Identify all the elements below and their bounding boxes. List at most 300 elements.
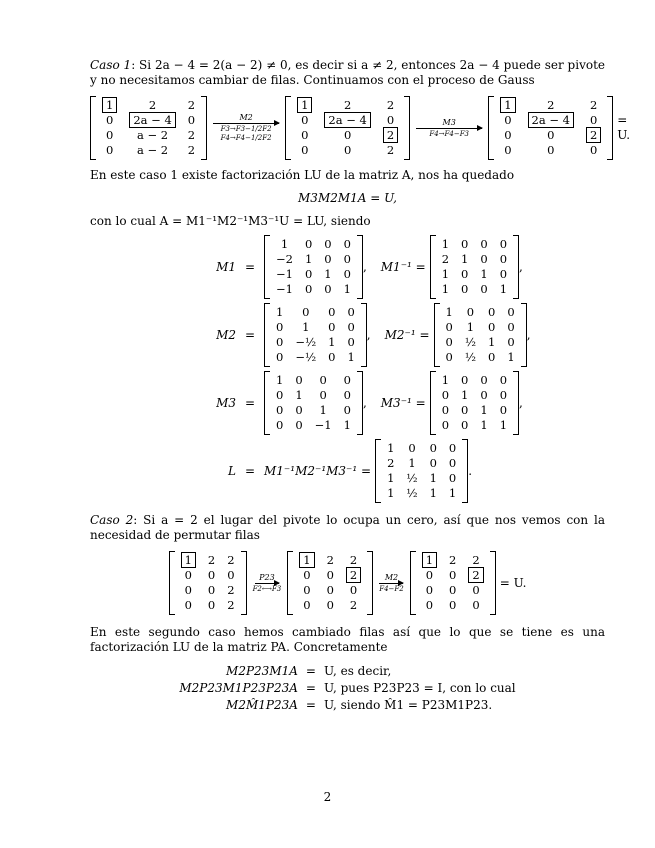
matrix-cell: 0 (324, 282, 332, 296)
l-expr: M1⁻¹M2⁻¹M3⁻¹ = (264, 463, 372, 478)
equation-rhs: U, pues P23P23 = I, con lo cual (323, 681, 516, 695)
equation-row (175, 697, 519, 714)
equation-lhs: M2M̂1P23A (226, 698, 298, 712)
matrix-cell: 0 (276, 418, 284, 432)
matrix-row (175, 598, 241, 613)
matrix-cell: 0 (480, 237, 488, 251)
matrix-cell: 1 (441, 237, 450, 251)
matrix-cell: 0 (302, 305, 310, 319)
matrix-cell: 0 (499, 403, 508, 417)
matrix-cell: 0 (343, 388, 351, 402)
pivot-box: 1 (500, 97, 515, 113)
matrix-row (270, 335, 361, 350)
matrix-cell: 0 (449, 583, 457, 597)
matrix-cell: 0 (343, 252, 351, 266)
matrix-cell: 0 (347, 320, 355, 334)
matrix-row (416, 598, 490, 613)
matrix-row (494, 98, 607, 113)
m1-label: M1 (216, 259, 236, 274)
matrix-row (381, 486, 462, 501)
matrix-row (381, 471, 462, 486)
matrix-row (270, 373, 357, 388)
matrix-cell: 0 (301, 113, 309, 127)
matrix-cell: 2 (148, 98, 157, 112)
matrix-row (440, 350, 521, 365)
gauss-step-row (90, 96, 631, 160)
pivot-box: 1 (181, 552, 196, 568)
matrix-row (494, 113, 607, 128)
matrix-cell (293, 553, 320, 568)
matrix-cell: 1 (480, 267, 488, 281)
matrix-cell: 0 (319, 373, 327, 387)
matrix-cell: 0 (276, 403, 284, 417)
m1inv-comma: , (519, 259, 523, 274)
matrix-cell: 0 (347, 335, 355, 349)
equals-u2: = U. (499, 575, 527, 590)
arrow-m2b (379, 573, 404, 594)
matrix-cell: −1 (314, 418, 332, 432)
matrix-cell: 0 (445, 350, 453, 364)
matrix-cell: 0 (547, 128, 555, 142)
matrix-cell: 0 (343, 403, 351, 417)
matrix-row (436, 418, 513, 433)
matrix-cell: 1 (441, 282, 450, 296)
matrix-cell: 0 (408, 441, 416, 455)
matrix-cell: 0 (461, 418, 469, 432)
arrow-p23-label: P23 (259, 572, 275, 582)
arrow-m2-op1: F3→F3−1/2F2 (220, 125, 272, 133)
matrix-cell: 0 (207, 598, 216, 612)
matrix-cell: 0 (429, 456, 437, 470)
eq-mma-text: M3M2M1A = U, (298, 191, 397, 205)
matrix-cell: 1 (499, 282, 508, 296)
l-row (194, 439, 605, 503)
matrix-cell: 0 (349, 583, 358, 597)
matrix-cell (377, 128, 404, 143)
matrix-cell: 0 (441, 403, 450, 417)
case2-summary: En este segundo caso hemos cambiado filas así que lo que se tiene es una factorización LU de la matriz PA. Concretamente (90, 625, 605, 654)
l-period: . (468, 463, 473, 478)
matrix-cell (175, 553, 202, 568)
matrix-cell: 0 (184, 598, 192, 612)
m-matrices-block (194, 235, 605, 503)
matrix-cell: 2 (227, 553, 235, 567)
matrix-cell: 2 (386, 98, 395, 112)
matrix-row (436, 403, 513, 418)
matrix-cell: 0 (472, 598, 480, 612)
matrix-cell: 1 (480, 418, 488, 432)
matrix-cell: −1 (276, 282, 293, 296)
equation-rhs: U, siendo M̂1 = P23M1P23. (323, 698, 493, 712)
matrix-cell: 0 (184, 568, 192, 582)
m3inv-label: M3⁻¹ = (380, 395, 426, 410)
matrix-cell: 0 (328, 320, 336, 334)
matrix-row (291, 98, 404, 113)
matrix-cell: 0 (448, 456, 457, 470)
matrix-cell (580, 128, 607, 143)
l-eq: = (244, 463, 256, 478)
matrix-cell: 0 (461, 237, 469, 251)
matrix-cell: 0 (319, 388, 327, 402)
matrix-cell: 2 (472, 553, 480, 567)
matrix-row (440, 335, 521, 350)
matrix-row (416, 568, 490, 583)
m2-label: M2 (216, 327, 236, 342)
matrix-cell: 0 (343, 143, 352, 157)
arrow-p23-op: F2⟷F3 (252, 584, 282, 593)
pivot-box: 2 (383, 127, 398, 143)
matrix-m2inv (434, 303, 527, 367)
matrix-cell: 0 (295, 373, 303, 387)
matrix-cell: 0 (504, 143, 512, 157)
matrix-row (270, 282, 357, 297)
arrow-m3 (416, 118, 482, 139)
equation-eq: = (305, 698, 316, 712)
matrix-cell: −2 (276, 252, 293, 266)
matrix-cell: 0 (207, 583, 216, 597)
matrix-cell: 1 (429, 486, 437, 500)
arrow-m2 (213, 113, 279, 143)
matrix-cell: 0 (303, 598, 311, 612)
matrix-cell: 0 (445, 320, 453, 334)
matrix-row (270, 350, 361, 365)
matrix-row (494, 143, 607, 158)
matrix-cell: 1 (441, 267, 450, 281)
pivot-box: 2 (586, 127, 601, 143)
matrix-cell: 0 (301, 143, 309, 157)
matrix-cell: 0 (461, 282, 469, 296)
matrix-cell: 2 (386, 143, 395, 157)
matrix-cell: 0 (480, 252, 488, 266)
matrix-row (96, 113, 201, 128)
arrow-p23 (253, 573, 282, 594)
conlo-text: con lo cual A = M1⁻¹M2⁻¹M3⁻¹U = LU, siendo (90, 214, 371, 228)
matrix-cell: −½ (295, 350, 317, 364)
matrix-m3 (264, 371, 363, 435)
matrix-row (175, 568, 241, 583)
matrix-cell: 2 (589, 98, 598, 112)
matrix-cell: 0 (324, 237, 332, 251)
arrow-m2b-op: F4−F2 (379, 584, 404, 593)
matrix-cell (96, 98, 123, 113)
matrix-cell: 1 (461, 252, 469, 266)
matrix-cell: ½ (406, 471, 418, 485)
arrow-m3-op1: F4→F4−F3 (429, 129, 470, 138)
matrix-cell: 0 (276, 335, 284, 349)
matrix-row (436, 267, 513, 282)
matrix-cell (416, 553, 443, 568)
matrix-row (270, 403, 357, 418)
matrix-cell: 1 (280, 237, 289, 251)
equals-u: = U. (617, 113, 631, 142)
matrix-row (293, 598, 367, 613)
eq-mma (90, 191, 605, 206)
final-equations (175, 663, 519, 714)
matrix-cell: 1 (408, 456, 416, 470)
pivot-box: 1 (299, 552, 314, 568)
matrix-cell: 0 (304, 282, 313, 296)
m3inv-comma: , (519, 395, 523, 410)
m3-eq: = (244, 395, 256, 410)
matrix-cell: 0 (227, 568, 235, 582)
m3-comma: , (362, 395, 367, 410)
pivot-box: 2a − 4 (324, 112, 370, 128)
matrix-cell: 0 (106, 113, 114, 127)
matrix-cell: 0 (187, 113, 196, 127)
matrix-cell: 1 (387, 471, 395, 485)
matrix-cell: 0 (386, 113, 395, 127)
matrix-cell: 0 (461, 403, 469, 417)
m1-eq: = (244, 259, 256, 274)
case2-paragraph (90, 513, 605, 543)
matrix-row (436, 237, 513, 252)
matrix-cell: 1 (499, 418, 508, 432)
matrix-cell: 1 (387, 486, 395, 500)
matrix-row (175, 553, 241, 568)
matrix-cell: 1 (441, 373, 450, 387)
matrix-cell: 1 (347, 350, 355, 364)
matrix-n-a (169, 551, 247, 615)
matrix-cell: a − 2 (136, 143, 169, 157)
matrix-cell (494, 98, 521, 113)
matrix-l (375, 439, 468, 503)
matrix-row (381, 456, 462, 471)
matrix-cell: 0 (488, 305, 496, 319)
matrix-row (436, 282, 513, 297)
matrix-row (436, 388, 513, 403)
case2-label: Caso 2 (90, 513, 134, 527)
matrix-cell: 0 (547, 143, 555, 157)
matrix-cell: 1 (429, 471, 437, 485)
matrix-cell: 0 (445, 335, 453, 349)
matrix-cell: 0 (303, 568, 311, 582)
matrix-cell: 0 (589, 113, 598, 127)
matrix-cell: 0 (326, 583, 334, 597)
matrix-cell: 0 (304, 237, 313, 251)
matrix-cell: 0 (488, 350, 496, 364)
matrix-cell: 2 (326, 553, 334, 567)
pivot-box: 2a − 4 (528, 112, 574, 128)
matrix-cell: 0 (343, 267, 351, 281)
matrix-cell: 1 (295, 388, 303, 402)
matrix-cell: 0 (429, 441, 437, 455)
matrix-cell: 2 (449, 553, 457, 567)
m3-label: M3 (216, 395, 236, 410)
matrix-cell: 1 (304, 252, 313, 266)
matrix-row (381, 441, 462, 456)
matrix-cell: 2 (187, 98, 196, 112)
matrix-a (90, 96, 207, 160)
matrix-row (436, 373, 513, 388)
matrix-row (293, 568, 367, 583)
matrix-cell: 0 (304, 267, 313, 281)
matrix-row (293, 583, 367, 598)
matrix-b (285, 96, 410, 160)
matrix-cell (123, 113, 181, 128)
matrix-cell: 0 (499, 373, 508, 387)
pivot-box: 2 (346, 567, 361, 583)
matrix-row (494, 128, 607, 143)
matrix-n-b (287, 551, 373, 615)
matrix-row (270, 252, 357, 267)
matrix-cell: ½ (464, 335, 477, 349)
matrix-cell: 0 (449, 598, 457, 612)
matrix-row (270, 305, 361, 320)
matrix-cell: 0 (425, 598, 434, 612)
case1-paragraph (90, 58, 605, 88)
matrix-row (291, 113, 404, 128)
matrix-cell: 0 (488, 320, 496, 334)
matrix-row (291, 128, 404, 143)
matrix-cell (291, 98, 318, 113)
matrix-cell: 2 (547, 98, 555, 112)
matrix-cell: 0 (466, 305, 475, 319)
matrix-m1inv (430, 235, 519, 299)
matrix-cell: 1 (276, 373, 284, 387)
arrow-m3-label: M3 (442, 117, 456, 127)
m2inv-comma: , (526, 327, 531, 342)
matrix-cell: 0 (589, 143, 598, 157)
matrix-cell: 1 (480, 403, 488, 417)
matrix-cell: 0 (207, 568, 216, 582)
matrix-cell: 0 (425, 583, 434, 597)
pivot-box: 2a − 4 (129, 112, 175, 128)
matrix-cell: 2 (207, 553, 216, 567)
matrix-row (291, 143, 404, 158)
matrix-cell: 0 (276, 350, 284, 364)
matrix-m3inv (430, 371, 519, 435)
matrix-cell: 1 (276, 305, 284, 319)
matrix-cell: 1 (488, 335, 496, 349)
matrix-cell: 2 (349, 553, 358, 567)
matrix-cell: 0 (499, 267, 508, 281)
matrix-cell: 0 (106, 143, 114, 157)
matrix-cell: ½ (406, 486, 418, 500)
matrix-cell: 1 (319, 403, 327, 417)
case1-text: : Si 2a − 4 = 2(a − 2) ≠ 0, es decir si a ≠ 2, entonces 2a − 4 puede ser pivote y no necesitamos cambiar de filas. Continuamos con el proceso de Gauss (90, 58, 605, 87)
m2-comma: , (366, 327, 371, 342)
matrix-cell: 1 (466, 320, 475, 334)
matrix-cell: 0 (106, 128, 114, 142)
matrix-cell: 0 (425, 568, 434, 582)
matrix-cell: 1 (445, 305, 453, 319)
matrix-cell: 0 (461, 373, 469, 387)
equation-row (175, 663, 519, 680)
matrix-cell: 0 (326, 568, 334, 582)
matrix-m1 (264, 235, 363, 299)
pivot-box: 2 (468, 567, 483, 583)
page-number: 2 (323, 790, 332, 804)
matrix-row (436, 252, 513, 267)
matrix-cell: 1 (302, 320, 310, 334)
matrix-cell: 0 (507, 335, 515, 349)
m3-row (194, 371, 605, 435)
matrix-cell: 0 (507, 305, 515, 319)
matrix-cell: 1 (343, 282, 351, 296)
m2-row (194, 303, 605, 367)
matrix-cell: 2 (227, 583, 235, 597)
matrix-cell: 1 (343, 418, 351, 432)
matrix-cell (340, 568, 367, 583)
matrix-cell: 1 (387, 441, 395, 455)
matrix-cell: 1 (507, 350, 515, 364)
matrix-cell: 0 (480, 282, 488, 296)
pivot-box: 1 (102, 97, 117, 113)
matrix-row (270, 267, 357, 282)
matrix-cell: 1 (448, 486, 457, 500)
page-content (90, 58, 631, 714)
matrix-cell: 0 (504, 128, 512, 142)
matrix-cell: 0 (504, 113, 512, 127)
matrix-cell: 0 (276, 320, 284, 334)
matrix-cell: 0 (295, 418, 303, 432)
matrix-m2 (264, 303, 367, 367)
matrix-cell: 0 (343, 128, 352, 142)
matrix-cell: 0 (461, 267, 469, 281)
arrow-m2-op2: F4→F4−1/2F2 (220, 134, 272, 142)
equation-row (175, 680, 519, 697)
matrix-cell: 2 (349, 598, 358, 612)
matrix-cell: 0 (301, 128, 309, 142)
matrix-cell: −½ (295, 335, 317, 349)
matrix-cell: 0 (324, 252, 332, 266)
matrix-row (270, 237, 357, 252)
matrix-cell: 0 (448, 441, 457, 455)
m1-comma: , (362, 259, 367, 274)
pivot-box: 1 (297, 97, 312, 113)
arrow-m2b-label: M2 (384, 572, 399, 582)
matrix-cell: 0 (328, 305, 336, 319)
matrix-n-c (410, 551, 496, 615)
equation-rhs: U, es decir, (323, 664, 392, 678)
equation-eq: = (305, 681, 316, 695)
matrix-cell: a − 2 (136, 128, 169, 142)
matrix-cell: 0 (347, 305, 355, 319)
matrix-cell (318, 113, 376, 128)
equation-lhs: M2P23M1P23P23A (179, 681, 298, 695)
matrix-row (440, 305, 521, 320)
matrix-cell: 2 (387, 456, 395, 470)
matrix-cell: 0 (507, 320, 515, 334)
matrix-c (488, 96, 613, 160)
matrix-cell: 0 (480, 388, 488, 402)
lu-text: En este caso 1 existe factorización LU de la matriz A, nos ha quedado (90, 168, 515, 182)
matrix-row (175, 583, 241, 598)
matrix-row (270, 418, 357, 433)
matrix-cell: 0 (448, 471, 457, 485)
matrix-row (270, 388, 357, 403)
matrix-cell: 1 (324, 267, 332, 281)
matrix-cell: 2 (187, 128, 196, 142)
m2inv-label: M2⁻¹ = (384, 327, 430, 342)
matrix-cell: 0 (343, 237, 351, 251)
matrix-cell: 0 (449, 568, 457, 582)
pivot-box: 1 (422, 552, 437, 568)
matrix-cell: 0 (499, 237, 508, 251)
matrix-cell: 1 (461, 388, 469, 402)
matrix-cell: −1 (276, 267, 293, 281)
m1inv-label: M1⁻¹ = (380, 259, 426, 274)
matrix-cell: 0 (328, 350, 336, 364)
matrix-cell (462, 568, 489, 583)
matrix-cell (522, 113, 580, 128)
matrix-row (96, 98, 201, 113)
matrix-row (293, 553, 367, 568)
matrix-cell: 0 (441, 388, 450, 402)
case2-text: : Si a = 2 el lugar del pivote lo ocupa un cero, así que nos vemos con la necesidad de permutar filas (90, 513, 605, 542)
matrix-cell: 2 (441, 252, 450, 266)
matrix-row (96, 143, 201, 158)
